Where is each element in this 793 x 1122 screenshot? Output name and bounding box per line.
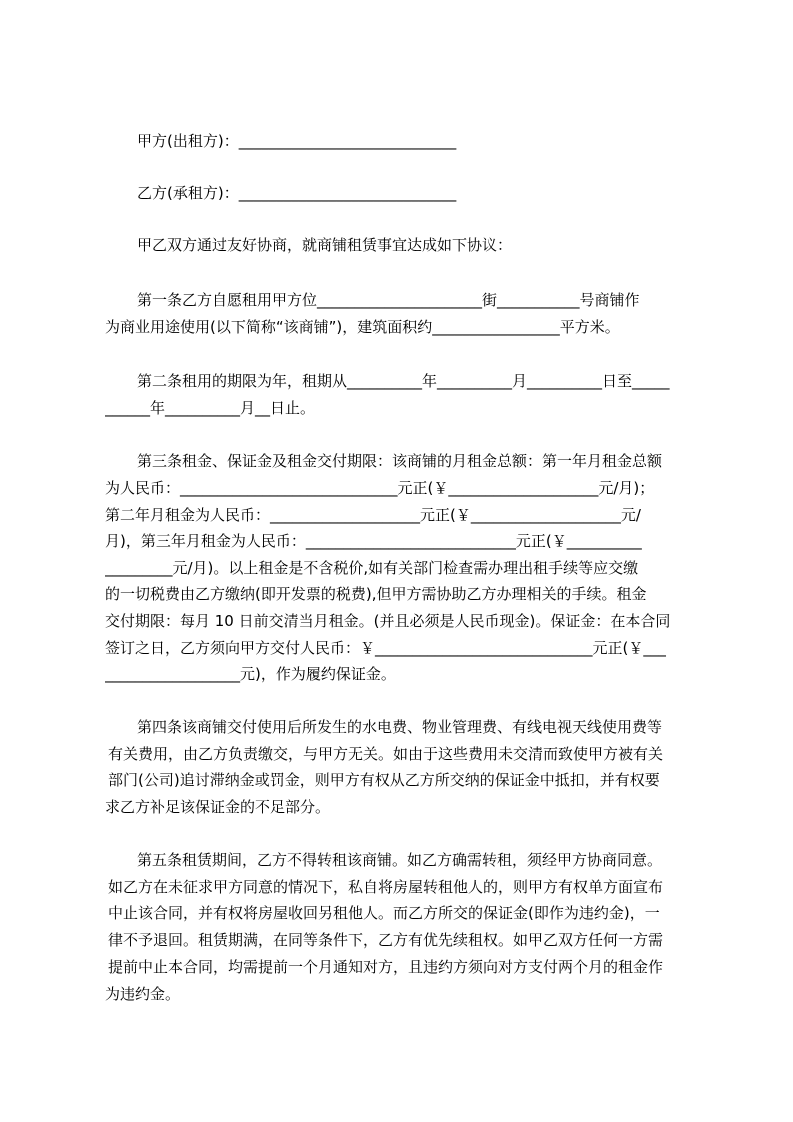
article-line: 第二年月租金为人民币：____________________元正(￥____________________元/ — [105, 506, 641, 524]
article-line: 第二条租用的期限为年，租期从__________年__________月__________日至_____ — [137, 372, 670, 390]
article-line: 部门(公司)追讨滞纳金或罚金，则甲方有权从乙方所交纳的保证金中抵扣，并有权要 — [108, 771, 660, 789]
article-line: _________元/月)。以上租金是不含税价,如有关部门检查需办理出租手续等应交缴 — [105, 559, 639, 577]
article-line: 第三条租金、保证金及租金交付期限：该商铺的月租金总额：第一年月租金总额 — [137, 452, 663, 470]
article-line: 如乙方在未征求甲方同意的情况下，私自将房屋转租他人的，则甲方有权单方面宣布 — [108, 878, 664, 896]
article-line: 为违约金。 — [105, 985, 181, 1003]
article-line: 求乙方补足该保证金的不足部分。 — [105, 798, 331, 816]
article-line: 月)，第三年月租金为人民币：____________________________元正(￥__________ — [105, 532, 642, 550]
article-line: 第五条租赁期间，乙方不得转租该商铺。如乙方确需转租，须经甲方协商同意。 — [137, 851, 663, 869]
article-line: 律不予退回。租赁期满，在同等条件下，乙方有优先续租权。如甲乙双方任何一方需 — [108, 931, 664, 949]
article-line: 的一切税费由乙方缴纳(即开发票的税费),但甲方需协助乙方办理相关的手续。租金 — [105, 585, 647, 603]
article-line: ______年__________月__日止。 — [105, 399, 316, 417]
party-a-line: 甲方(出租方)：_____________________________ — [137, 132, 457, 150]
article-line: 第一条乙方自愿租用甲方位______________________街___________号商铺作 — [137, 291, 640, 309]
article-line: 第四条该商铺交付使用后所发生的水电费、物业管理费、有线电视天线使用费等 — [137, 718, 663, 736]
article-line: __________________元)，作为履约保证金。 — [105, 665, 396, 683]
article-line: 提前中止本合同，均需提前一个月通知对方，且违约方须向对方支付两个月的租金作 — [108, 958, 664, 976]
article-line: 为人民币：_____________________________元正(￥____________________元/月)； — [105, 479, 655, 497]
party-b-line: 乙方(承租方)：_____________________________ — [137, 184, 457, 202]
article-line: 有关费用，由乙方负责缴交，与甲方无关。如由于这些费用未交清而致使甲方被有关 — [108, 745, 664, 763]
article-line: 交付期限：每月 10 日前交清当月租金。(并且必须是人民币现金)。保证金：在本合同 — [105, 612, 671, 630]
intro-text: 甲乙双方通过友好协商，就商铺租赁事宜达成如下协议： — [137, 236, 513, 254]
article-line: 签订之日，乙方须向甲方交付人民币：￥_____________________________元正(￥___ — [105, 639, 666, 657]
article-line: 中止该合同，并有权将房屋收回另租他人。而乙方所交的保证金(即作为违约金)，一 — [108, 904, 660, 922]
article-line: 为商业用途使用(以下简称“该商铺”)，建筑面积约_________________平方米。 — [105, 318, 620, 336]
